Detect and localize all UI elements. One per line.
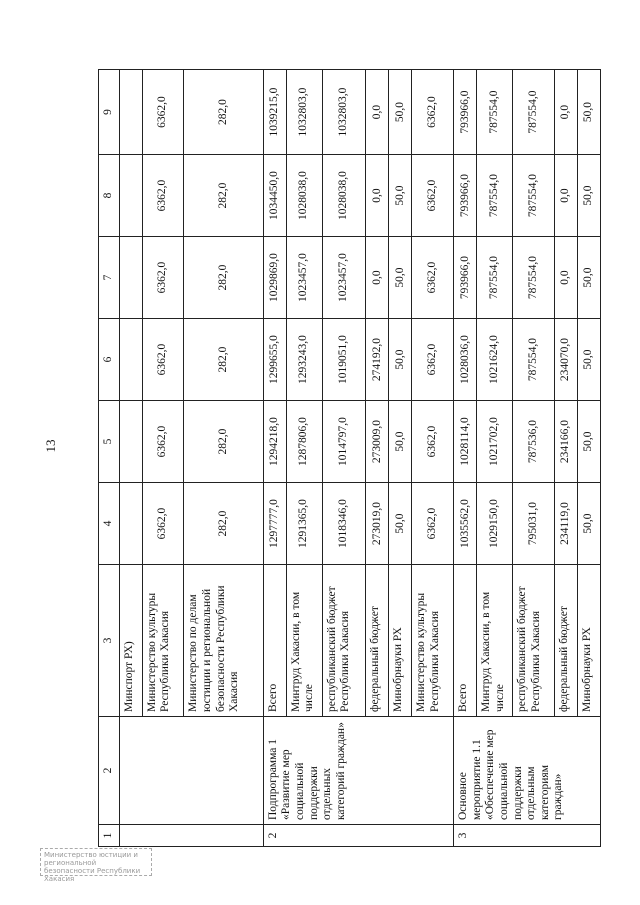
amount-cell: 1294218,0 xyxy=(263,401,286,483)
amount-cell: 1029869,0 xyxy=(263,237,286,319)
amount-cell: 1028036,0 xyxy=(454,319,477,401)
amount-cell: 793966,0 xyxy=(454,155,477,237)
executor-cell: Министерство культуры Республики Хакасия xyxy=(412,565,454,717)
amount-cell: 234166,0 xyxy=(554,401,577,483)
amount-cell: 50,0 xyxy=(389,401,412,483)
amount-cell: 1014797,0 xyxy=(322,401,366,483)
amount-cell: 50,0 xyxy=(389,483,412,565)
amount-cell: 787554,0 xyxy=(513,155,555,237)
header-cell: 2 xyxy=(99,717,120,825)
amount-cell: 6362,0 xyxy=(412,237,454,319)
amount-cell: 793966,0 xyxy=(454,237,477,319)
amount-cell: 274192,0 xyxy=(366,319,389,401)
amount-cell: 234119,0 xyxy=(554,483,577,565)
amount-cell xyxy=(119,483,142,565)
amount-cell: 50,0 xyxy=(389,70,412,155)
executor-cell: Минтруд Хакасии, в том числе xyxy=(477,565,513,717)
header-cell: 5 xyxy=(99,401,120,483)
amount-cell: 1032803,0 xyxy=(322,70,366,155)
amount-cell: 50,0 xyxy=(389,319,412,401)
amount-cell: 1039215,0 xyxy=(263,70,286,155)
amount-cell: 50,0 xyxy=(389,155,412,237)
amount-cell: 787554,0 xyxy=(513,70,555,155)
amount-cell: 1028114,0 xyxy=(454,401,477,483)
amount-cell: 6362,0 xyxy=(412,483,454,565)
amount-cell: 6362,0 xyxy=(412,70,454,155)
header-cell: 7 xyxy=(99,237,120,319)
amount-cell: 1021702,0 xyxy=(477,401,513,483)
page-number: 13 xyxy=(43,439,58,453)
amount-cell xyxy=(119,155,142,237)
amount-cell: 1032803,0 xyxy=(286,70,322,155)
amount-cell: 787536,0 xyxy=(513,401,555,483)
amount-cell: 1029150,0 xyxy=(477,483,513,565)
amount-cell xyxy=(119,319,142,401)
amount-cell: 1291365,0 xyxy=(286,483,322,565)
amount-cell: 787554,0 xyxy=(513,319,555,401)
row-number-cell: 3 xyxy=(454,825,601,847)
header-cell: 8 xyxy=(99,155,120,237)
amount-cell: 234070,0 xyxy=(554,319,577,401)
amount-cell: 1028038,0 xyxy=(322,155,366,237)
amount-cell: 50,0 xyxy=(577,155,600,237)
executor-cell: федеральный бюджет xyxy=(554,565,577,717)
amount-cell xyxy=(119,70,142,155)
table-row xyxy=(119,70,142,847)
amount-cell: 787554,0 xyxy=(477,237,513,319)
amount-cell: 795031,0 xyxy=(513,483,555,565)
budget-table xyxy=(98,69,601,847)
amount-cell: 282,0 xyxy=(184,155,263,237)
amount-cell: 273009,0 xyxy=(366,401,389,483)
amount-cell: 282,0 xyxy=(184,401,263,483)
header-cell: 6 xyxy=(99,319,120,401)
amount-cell: 1287806,0 xyxy=(286,401,322,483)
amount-cell: 6362,0 xyxy=(412,401,454,483)
table-row xyxy=(454,70,477,847)
amount-cell xyxy=(119,237,142,319)
row-number-cell xyxy=(119,825,263,847)
amount-cell: 0,0 xyxy=(554,70,577,155)
amount-cell: 6362,0 xyxy=(142,70,184,155)
executor-cell: республиканский бюджет Республики Хакасия xyxy=(513,565,555,717)
amount-cell: 6362,0 xyxy=(142,319,184,401)
executor-cell: Министерство культуры Республики Хакасия xyxy=(142,565,184,717)
amount-cell: 6362,0 xyxy=(142,155,184,237)
amount-cell: 0,0 xyxy=(366,70,389,155)
header-cell: 9 xyxy=(99,70,120,155)
program-name-cell: Основное мероприятие 1.1 «Обеспечение мер социальной поддержки отдельным категориям граждан» xyxy=(454,717,601,825)
program-name-cell: Подпрограмма 1 «Развитие мер социальной поддержки отдельных категорий граждан» xyxy=(263,717,453,825)
amount-cell: 6362,0 xyxy=(412,319,454,401)
amount-cell: 1019051,0 xyxy=(322,319,366,401)
amount-cell: 50,0 xyxy=(389,237,412,319)
amount-cell: 1297777,0 xyxy=(263,483,286,565)
amount-cell: 793966,0 xyxy=(454,70,477,155)
table-body xyxy=(119,70,600,847)
amount-cell: 1023457,0 xyxy=(286,237,322,319)
amount-cell: 1034450,0 xyxy=(263,155,286,237)
executor-cell: Минтруд Хакасии, в том числе xyxy=(286,565,322,717)
amount-cell: 0,0 xyxy=(366,155,389,237)
amount-cell: 282,0 xyxy=(184,483,263,565)
amount-cell: 0,0 xyxy=(554,237,577,319)
executor-cell: федеральный бюджет xyxy=(366,565,389,717)
amount-cell: 0,0 xyxy=(366,237,389,319)
amount-cell: 50,0 xyxy=(577,483,600,565)
executor-cell: республиканский бюджет Республики Хакасия xyxy=(322,565,366,717)
amount-cell: 50,0 xyxy=(577,237,600,319)
amount-cell: 282,0 xyxy=(184,237,263,319)
row-number-cell: 2 xyxy=(263,825,453,847)
header-cell: 1 xyxy=(99,825,120,847)
amount-cell: 6362,0 xyxy=(142,401,184,483)
amount-cell: 1023457,0 xyxy=(322,237,366,319)
amount-cell: 282,0 xyxy=(184,70,263,155)
amount-cell: 6362,0 xyxy=(412,155,454,237)
amount-cell: 787554,0 xyxy=(477,70,513,155)
amount-cell: 6362,0 xyxy=(142,483,184,565)
executor-cell: Минобрнауки РХ xyxy=(577,565,600,717)
executor-cell: Всего xyxy=(454,565,477,717)
amount-cell: 787554,0 xyxy=(513,237,555,319)
header-cell: 3 xyxy=(99,565,120,717)
header-cell: 4 xyxy=(99,483,120,565)
amount-cell: 50,0 xyxy=(577,319,600,401)
amount-cell: 6362,0 xyxy=(142,237,184,319)
executor-cell: Минобрнауки РХ xyxy=(389,565,412,717)
executor-cell: Минспорт РХ) xyxy=(119,565,142,717)
amount-cell xyxy=(119,401,142,483)
amount-cell: 0,0 xyxy=(554,155,577,237)
document-stamp: Министерство юстиции и региональной безопасности Республики Хакасия xyxy=(40,848,152,876)
amount-cell: 1299655,0 xyxy=(263,319,286,401)
table-row xyxy=(263,70,286,847)
rotated-table-container xyxy=(98,70,601,847)
amount-cell: 1035562,0 xyxy=(454,483,477,565)
amount-cell: 1028038,0 xyxy=(286,155,322,237)
amount-cell: 1021624,0 xyxy=(477,319,513,401)
program-name-cell xyxy=(119,717,263,825)
amount-cell: 1018346,0 xyxy=(322,483,366,565)
executor-cell: Министерство по делам юстиции и региональной безопасности Республики Хакасия xyxy=(184,565,263,717)
amount-cell: 282,0 xyxy=(184,319,263,401)
header-row xyxy=(99,70,120,847)
amount-cell: 787554,0 xyxy=(477,155,513,237)
amount-cell: 50,0 xyxy=(577,70,600,155)
amount-cell: 50,0 xyxy=(577,401,600,483)
amount-cell: 1293243,0 xyxy=(286,319,322,401)
executor-cell: Всего xyxy=(263,565,286,717)
amount-cell: 273019,0 xyxy=(366,483,389,565)
